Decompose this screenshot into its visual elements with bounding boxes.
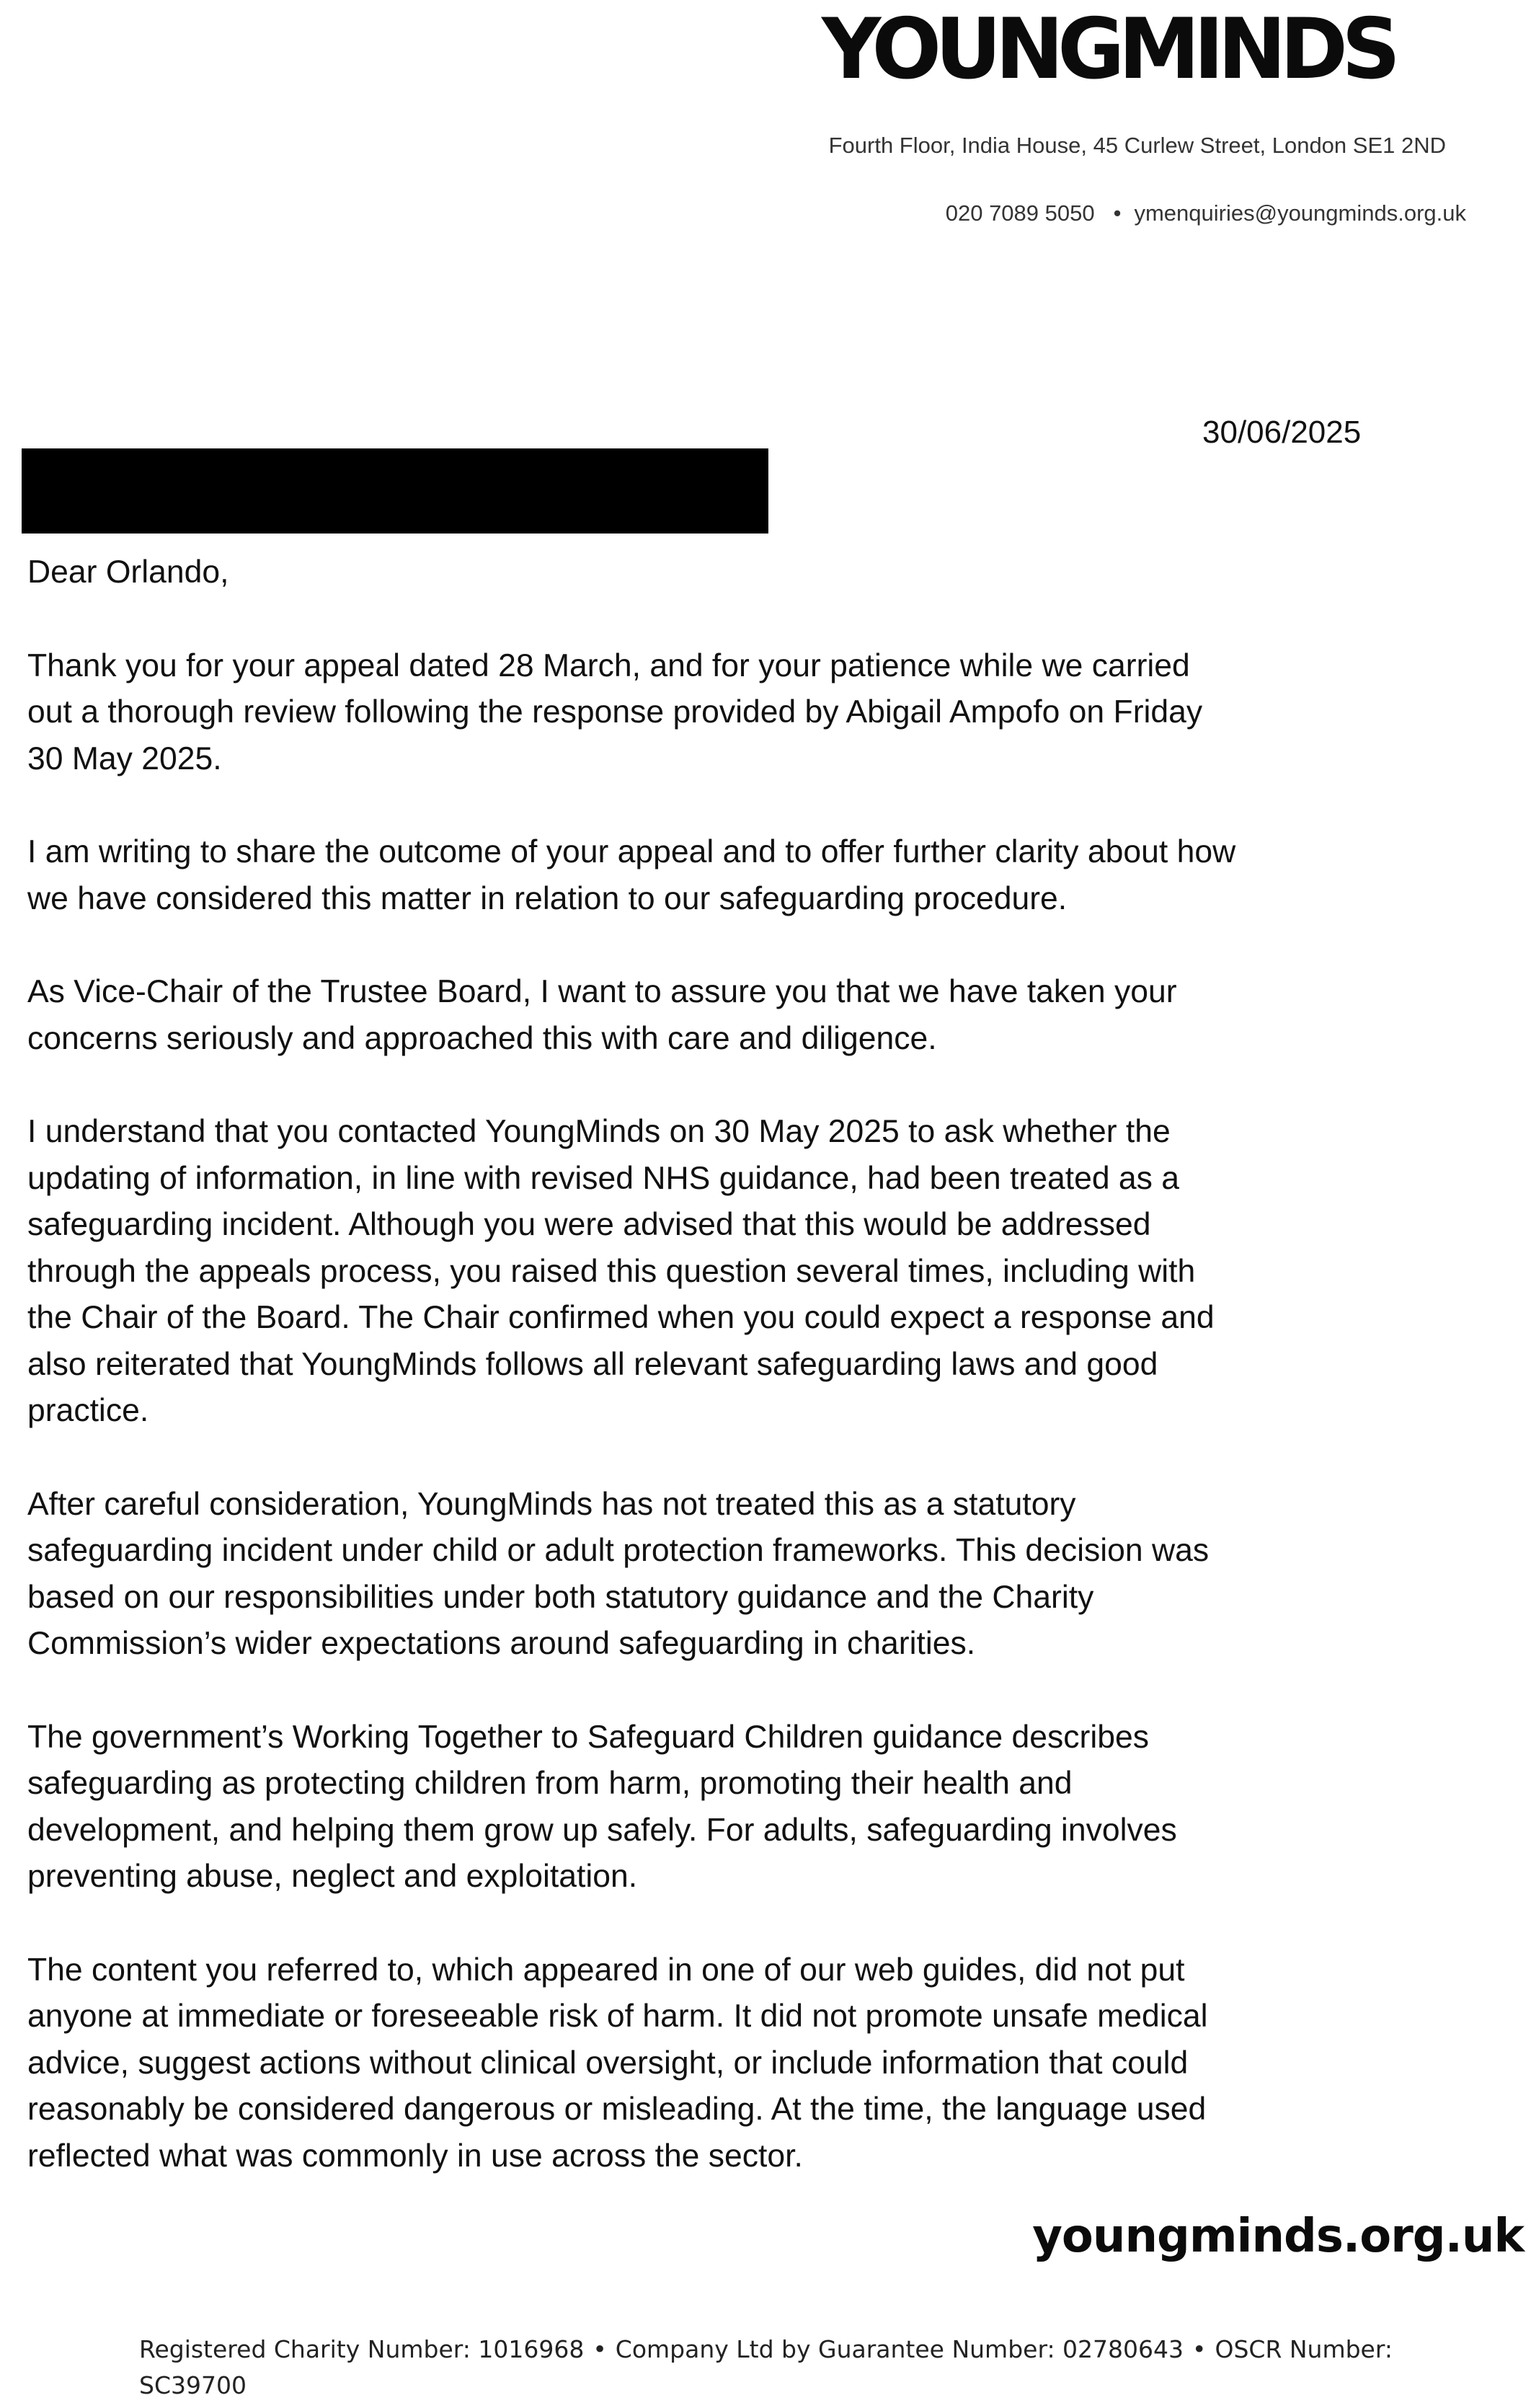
paragraph-line: based on our responsibilities under both statutory guidance and the Charity	[27, 1579, 1094, 1615]
paragraph-line: reflected what was commonly in use across the sector.	[27, 2138, 803, 2174]
organisation-address: Fourth Floor, India House, 45 Curlew Street, London SE1 2ND	[828, 133, 1446, 158]
separator-dot: •	[593, 2335, 607, 2363]
separator-dot: •	[1192, 2335, 1207, 2363]
paragraph-line: After careful consideration, YoungMinds has not treated this as a statutory	[27, 1486, 1076, 1522]
charity-number: Registered Charity Number: 1016968	[139, 2335, 585, 2363]
contact-line	[946, 198, 1466, 229]
paragraph-line: As Vice-Chair of the Trustee Board, I want to assure you that we have taken your	[27, 974, 1177, 1009]
paragraph-line: out a thorough review following the response provided by Abigail Ampofo on Friday	[27, 694, 1203, 730]
paragraph-line: also reiterated that YoungMinds follows all relevant safeguarding laws and good	[27, 1346, 1158, 1382]
paragraph-line: through the appeals process, you raised this question several times, including with	[27, 1253, 1196, 1289]
paragraph-line: The government’s Working Together to Safeguard Children guidance describes	[27, 1719, 1149, 1755]
youngminds-logo: YOUNGMINDS	[822, 1, 1395, 98]
letter-body	[27, 549, 1469, 2226]
letter-paragraph	[27, 969, 1469, 1062]
letter-paragraph	[27, 829, 1469, 922]
oscr-label: OSCR Number:	[1215, 2335, 1393, 2363]
paragraph-line: I understand that you contacted YoungMinds on 30 May 2025 to ask whether the	[27, 1114, 1171, 1149]
paragraph-line: Commission’s wider expectations around safeguarding in charities.	[27, 1626, 976, 1661]
letter-date: 30/06/2025	[1202, 415, 1362, 450]
letter-paragraph	[27, 1109, 1469, 1435]
paragraph-line: advice, suggest actions without clinical oversight, or include information that could	[27, 2045, 1189, 2081]
salutation: Dear Orlando,	[27, 554, 229, 590]
email-address: ymenquiries@youngminds.org.uk	[1134, 200, 1466, 226]
paragraph-line: Thank you for your appeal dated 28 March, and for your patience while we carried	[27, 647, 1190, 683]
letter-paragraph	[27, 1482, 1469, 1668]
paragraph-line: reasonably be considered dangerous or misleading. At the time, the language used	[27, 2091, 1207, 2127]
paragraph-line: preventing abuse, neglect and exploitation.	[27, 1859, 638, 1894]
paragraph-line: 30 May 2025.	[27, 740, 222, 776]
paragraph-line: updating of information, in line with revised NHS guidance, had been treated as a	[27, 1160, 1180, 1196]
paragraph-line: anyone at immediate or foreseeable risk of harm. It did not promote unsafe medical	[27, 1998, 1208, 2034]
paragraph-line: we have considered this matter in relation to our safeguarding procedure.	[27, 880, 1068, 916]
paragraph-line: The content you referred to, which appeared in one of our web guides, did not put	[27, 1952, 1185, 1988]
phone-number: 020 7089 5050	[945, 200, 1095, 226]
redaction-block	[22, 448, 768, 534]
letter-paragraphs	[27, 643, 1469, 2180]
paragraph-line: I am writing to share the outcome of your appeal and to offer further clarity about how	[27, 834, 1236, 869]
letter-paragraph	[27, 1714, 1469, 1900]
oscr-number: SC39700	[139, 2371, 247, 2399]
paragraph-line: safeguarding incident. Although you were advised that this would be addressed	[27, 1207, 1151, 1242]
paragraph-line: practice.	[27, 1393, 149, 1428]
paragraph-line: development, and helping them grow up safely. For adults, safeguarding involves	[27, 1812, 1177, 1848]
registration-footer	[139, 2332, 1480, 2404]
company-number: Company Ltd by Guarantee Number: 02780643	[615, 2335, 1184, 2363]
paragraph-line: safeguarding as protecting children from harm, promoting their health and	[27, 1766, 1073, 1801]
paragraph-line: the Chair of the Board. The Chair confirmed when you could expect a response and	[27, 1300, 1215, 1335]
letter-paragraph	[27, 1947, 1469, 2180]
paragraph-line: safeguarding incident under child or adult protection frameworks. This decision was	[27, 1533, 1210, 1568]
separator-dot: •	[1113, 200, 1122, 226]
letter-paragraph	[27, 643, 1469, 783]
paragraph-line: concerns seriously and approached this with care and diligence.	[27, 1020, 937, 1056]
website-url: youngminds.org.uk	[1032, 2210, 1524, 2263]
